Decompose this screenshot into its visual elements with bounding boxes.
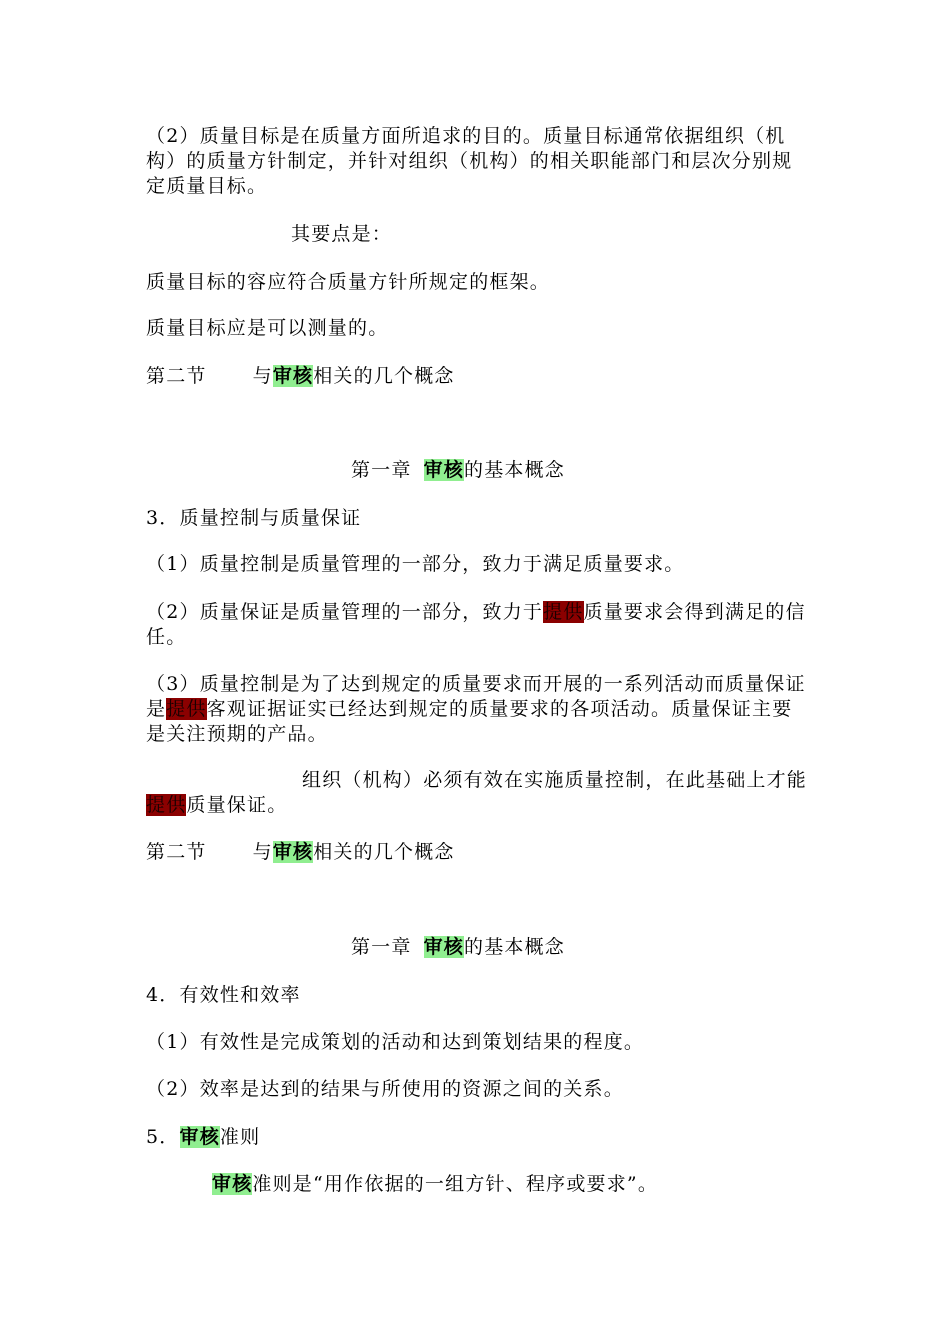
highlight-audit: 审核 [272,841,314,863]
paragraph-quality-objectives [146,124,808,199]
section-text: 相关的几个概念 [313,841,455,863]
highlight-provide: 提供 [166,698,207,720]
paragraph-efficiency [146,1077,808,1102]
highlight-audit: 审核 [423,936,464,958]
paragraph-text: （2）质量保证是质量管理的一部分，致力于 [146,601,544,623]
heading-text: 5． [146,1126,180,1148]
paragraph-text: （2）效率是达到的结果与所使用的资源之间的关系。 [146,1078,624,1100]
paragraph-text: 组织（机构）必须有效在实施质量控制，在此基础上才能 [302,769,808,791]
chapter-number: 第一章 [350,459,412,481]
chapter-header [146,935,770,960]
chapter-header [146,458,770,483]
section-text: 与 [252,841,273,863]
section-text: 相关的几个概念 [313,365,455,387]
heading-quality-control-assurance [146,506,808,531]
highlight-audit: 审核 [212,1173,253,1195]
heading-audit-criteria [146,1125,808,1150]
heading-text: 3．质量控制与质量保证 [146,507,362,529]
paragraph-text: （3）质量控制是为了达到规定的质量要求而开展的一系列活动而质量保证是 [146,673,806,720]
paragraph-text: 客观证据证实已经达到规定的质量要求的各项活动。质量保证主要是关注预期的产品。 [146,698,793,745]
paragraph-control-vs-assurance [146,672,808,747]
highlight-audit: 审核 [272,365,314,387]
section-text: 与 [252,365,273,387]
highlight-audit: 审核 [423,459,464,481]
highlight-provide: 提供 [146,794,187,816]
paragraph-audit-criteria-definition [212,1172,812,1197]
paragraph-text: 准则是“用作依据的一组方针、程序或要求”。 [252,1173,659,1195]
section-header [146,840,808,865]
section-number: 第二节 [146,841,207,863]
section-number: 第二节 [146,365,207,387]
chapter-text: 的基本概念 [464,459,566,481]
paragraph-effectiveness [146,1030,808,1055]
highlight-provide: 提供 [543,601,584,623]
paragraph-text: 质量保证。 [186,794,288,816]
point-text: 质量目标的容应符合质量方针所规定的框架。 [146,271,551,293]
heading-text: 4．有效性和效率 [146,984,301,1006]
point-framework [146,270,808,295]
chapter-text: 的基本概念 [464,936,566,958]
paragraph-effective-control [146,768,808,818]
paragraph-quality-control [146,552,808,577]
paragraph-text: （1）质量控制是质量管理的一部分，致力于满足质量要求。 [146,553,685,575]
highlight-audit: 审核 [179,1126,220,1148]
paragraph-text: （2）质量目标是在质量方面所追求的目的。质量目标通常依据组织（机构）的质量方针制定，并针对组织（机构）的相关职能部门和层次分别规定质量目标。 [146,125,793,197]
point-measurable [146,316,808,341]
heading-effectiveness-efficiency [146,983,808,1008]
heading-text: 准则 [219,1126,261,1148]
paragraph-text: （1）有效性是完成策划的活动和达到策划结果的程度。 [146,1031,645,1053]
section-header [146,364,808,389]
point-text: 质量目标应是可以测量的。 [146,317,389,339]
paragraph-text: 质量要求会得到满足的信任。 [146,601,806,648]
chapter-number: 第一章 [350,936,412,958]
key-points-heading [291,222,691,247]
key-points-text: 其要点是： [291,223,393,245]
paragraph-quality-assurance [146,600,808,650]
